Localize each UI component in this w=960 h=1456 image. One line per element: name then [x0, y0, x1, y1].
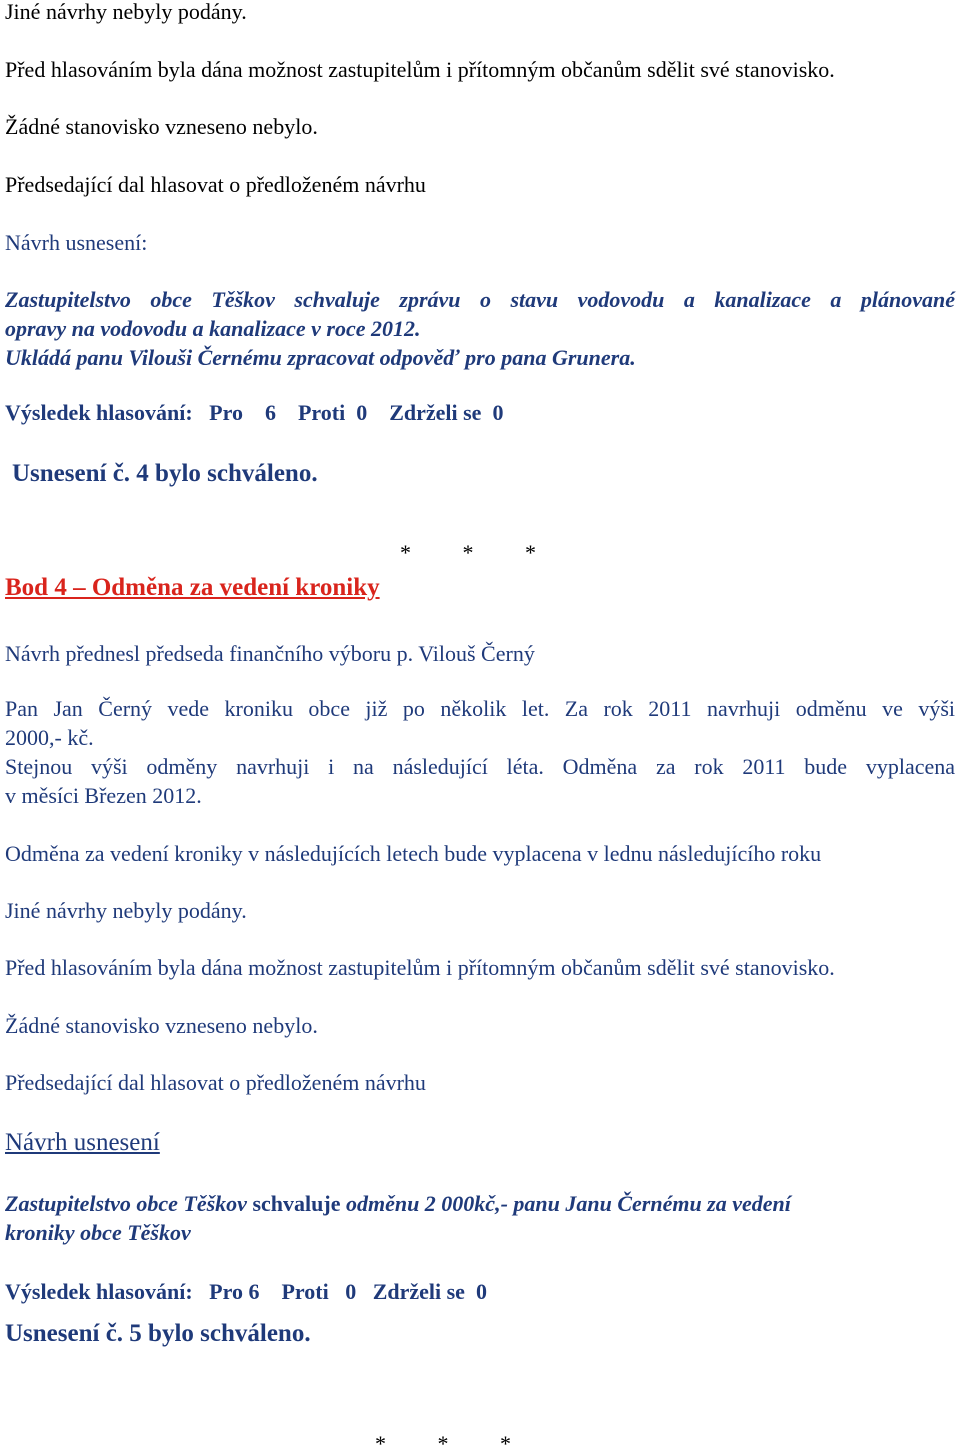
separator-stars-2: * * *	[375, 1431, 511, 1456]
no-opinion-text-2: Žádné stanovisko vzneseno nebylo.	[5, 1013, 318, 1038]
resolution-part-b: schvaluje	[246, 1191, 346, 1216]
no-other-proposals-text-2: Jiné návrhy nebyly podány.	[5, 898, 247, 923]
paragraph-2: Stejnou výši odměny navrhuji i na následující léta. Odměna za rok 2011 bude vyplacena	[5, 754, 955, 779]
task-text: Ukládá panu Vilouši Černému zpracovat odpověď pro pana Grunera.	[5, 345, 636, 370]
chair-vote-text-2: Předsedající dal hlasovat o předloženém návrhu	[5, 1070, 426, 1095]
paragraph-2-cont: v měsíci Březen 2012.	[5, 783, 202, 808]
paragraph-1-cont: 2000,- kč.	[5, 725, 94, 750]
vote-result-2: Výsledek hlasování: Pro 6 Proti 0 Zdrželi se 0	[5, 1279, 487, 1304]
resolution-text-2	[5, 1189, 791, 1218]
vote-result: Výsledek hlasování: Pro 6 Proti 0 Zdrželi se 0	[5, 400, 504, 425]
proposal-heading-2: Návrh usnesení	[5, 1129, 160, 1156]
resolution-text-2-cont: kroniky obce Těškov	[5, 1220, 191, 1245]
resolution-approved: Usnesení č. 4 bylo schváleno.	[12, 460, 318, 487]
chair-vote-text: Předsedající dal hlasovat o předloženém návrhu	[5, 172, 426, 197]
proposal-heading: Návrh usnesení:	[5, 230, 148, 255]
resolution-approved-2: Usnesení č. 5 bylo schváleno.	[5, 1320, 311, 1347]
resolution-part-c: odměnu 2 000kč,- panu Janu Černému za vedení	[345, 1191, 791, 1216]
separator-stars: * * *	[400, 540, 536, 565]
before-vote-text-2: Před hlasováním byla dána možnost zastupitelům i přítomným občanům sdělit své stanovisko.	[5, 955, 835, 980]
item-4-title: Bod 4 – Odměna za vedení kroniky	[5, 574, 380, 601]
paragraph-1: Pan Jan Černý vede kroniku obce již po několik let. Za rok 2011 navrhuji odměnu ve výši	[5, 696, 955, 721]
resolution-text: Zastupitelstvo obce Těškov schvaluje zprávu o stavu vodovodu a kanalizace a plánované	[5, 287, 955, 312]
no-other-proposals-text: Jiné návrhy nebyly podány.	[5, 0, 247, 24]
presenter-text: Návrh přednesl předseda finančního výboru p. Vilouš Černý	[5, 641, 535, 666]
before-vote-text: Před hlasováním byla dána možnost zastupitelům i přítomným občanům sdělit své stanovisko.	[5, 57, 835, 82]
no-opinion-text: Žádné stanovisko vzneseno nebylo.	[5, 114, 318, 139]
resolution-text-cont: opravy na vodovodu a kanalizace v roce 2012.	[5, 316, 421, 341]
paragraph-3: Odměna za vedení kroniky v následujících letech bude vyplacena v lednu následujícího roku	[5, 841, 822, 866]
resolution-part-a: Zastupitelstvo obce Těškov	[5, 1191, 247, 1216]
